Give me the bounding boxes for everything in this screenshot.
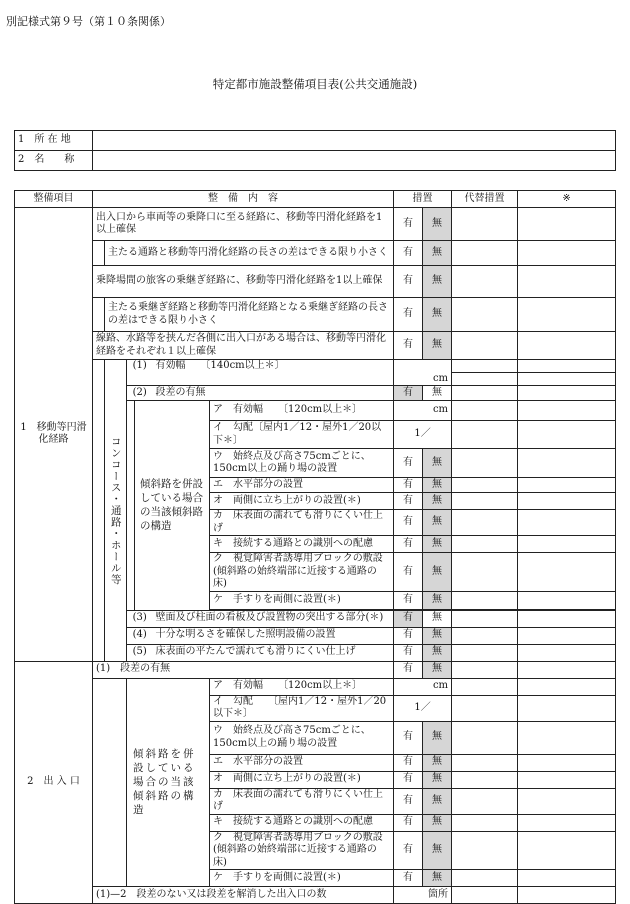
alt-cell[interactable]: [452, 771, 518, 788]
no-mark[interactable]: 無: [423, 870, 452, 887]
no-mark[interactable]: 無: [423, 721, 452, 754]
note-cell[interactable]: [518, 661, 616, 678]
yes-mark[interactable]: 有: [394, 298, 423, 332]
yes-mark[interactable]: 有: [394, 591, 423, 609]
alt-cell[interactable]: [452, 401, 518, 421]
yes-mark[interactable]: 有: [394, 553, 423, 592]
no-mark[interactable]: 無: [423, 754, 452, 771]
width-value[interactable]: [394, 360, 452, 373]
alt-cell[interactable]: [452, 627, 518, 644]
note-cell[interactable]: [518, 678, 616, 695]
yes-mark[interactable]: 有: [394, 510, 423, 536]
yes-mark[interactable]: 有: [394, 831, 423, 870]
slope-item-i: イ 勾配〔屋内1／12・屋外1／20以下＊〕: [210, 421, 394, 449]
slope-item-ka: カ 床表面の濡れても滑りにくい仕上げ: [210, 510, 394, 536]
no-mark[interactable]: 無: [423, 627, 452, 644]
no-mark[interactable]: 無: [423, 386, 452, 401]
no-mark[interactable]: 無: [423, 610, 452, 627]
entrance-slope-item-a: ア 有効幅 〔120cm以上＊〕: [210, 678, 394, 695]
alt-cell[interactable]: [452, 241, 518, 266]
entrance-slope-item-ku: ク 視覚障害者誘導用ブロックの敷設(傾斜路の始終端部に近接する通路の床): [210, 831, 394, 870]
note-cell[interactable]: [518, 721, 616, 754]
col-header-item: 整備項目: [15, 191, 93, 208]
slope-item-ku: ク 視覚障害者誘導用ブロックの敷設(傾斜路の始終端部に近接する通路の床): [210, 553, 394, 592]
no-mark[interactable]: 無: [423, 661, 452, 678]
yes-mark[interactable]: 有: [394, 449, 423, 478]
yes-mark[interactable]: 有: [394, 208, 423, 241]
no-mark[interactable]: 無: [423, 266, 452, 298]
alt-cell[interactable]: [452, 814, 518, 831]
entrance-slope-item-e: エ 水平部分の設置: [210, 754, 394, 771]
no-mark[interactable]: 無: [423, 493, 452, 510]
note-cell[interactable]: [518, 386, 616, 401]
alt-cell[interactable]: [452, 721, 518, 754]
entrance-slope-item-u: ウ 始終点及び高さ75cmごとに、150cm以上の踊り場の設置: [210, 721, 394, 754]
note-cell[interactable]: [518, 870, 616, 887]
yes-mark[interactable]: 有: [394, 332, 423, 360]
no-mark[interactable]: 無: [423, 814, 452, 831]
note-cell[interactable]: [518, 401, 616, 421]
section-2-label: 2 出 入 口: [15, 661, 93, 904]
no-mark[interactable]: 無: [423, 831, 452, 870]
alt-cell[interactable]: [452, 553, 518, 592]
alt-cell[interactable]: [452, 644, 518, 661]
entrance-slope-item-ki: キ 接続する通路との識別への配慮: [210, 814, 394, 831]
alt-cell[interactable]: [452, 591, 518, 609]
no-mark[interactable]: 無: [423, 644, 452, 661]
location-label: 1 所 在 地: [15, 131, 93, 151]
note-cell[interactable]: [518, 510, 616, 536]
alt-cell[interactable]: [452, 386, 518, 401]
step-label: 段差の有無: [153, 386, 394, 401]
route-row-2: 主たる通路と移動等円滑化経路の長さの差はできる限り小さく: [105, 241, 394, 266]
note-cell[interactable]: [518, 887, 616, 904]
item-5-number: (5): [127, 644, 153, 661]
alt-cell[interactable]: [452, 661, 518, 678]
slope-item-ke: ケ 手すりを両側に設置(＊): [210, 591, 394, 609]
no-mark[interactable]: 無: [423, 553, 452, 592]
note-cell[interactable]: [518, 478, 616, 493]
alt-cell[interactable]: [452, 298, 518, 332]
slope-item-u: ウ 始終点及び高さ75cmごとに、150cm以上の踊り場の設置: [210, 449, 394, 478]
step-number: (2): [127, 386, 153, 401]
alt-cell[interactable]: [452, 510, 518, 536]
location-field[interactable]: [93, 131, 616, 151]
width-number: (1): [127, 360, 153, 373]
concourse-label: コンコース・通路・ホール等: [105, 360, 127, 662]
alt-cell[interactable]: [452, 536, 518, 553]
route-row-1: 出入口から車両等の乗降口に至る経路に、移動等円滑化経路を1以上確保: [93, 208, 394, 241]
slope-structure-label: 傾斜路を併設している場合の当該傾斜路の構造: [135, 401, 210, 611]
note-cell[interactable]: [518, 449, 616, 478]
yes-mark[interactable]: 有: [394, 536, 423, 553]
note-cell[interactable]: [518, 208, 616, 241]
slope-i-ratio[interactable]: 1／: [394, 421, 452, 449]
note-cell[interactable]: [518, 695, 616, 721]
entrance-slope-structure-label: 傾斜路を併設している場合の当該傾斜路の構造: [127, 678, 210, 887]
note-cell[interactable]: [518, 298, 616, 332]
name-label: 2 名 称: [15, 151, 93, 171]
slope-item-e: エ 水平部分の設置: [210, 478, 394, 493]
no-mark[interactable]: 無: [423, 449, 452, 478]
note-cell[interactable]: [518, 788, 616, 814]
note-cell[interactable]: [518, 266, 616, 298]
note-cell[interactable]: [518, 627, 616, 644]
alt-cell[interactable]: [452, 831, 518, 870]
note-cell[interactable]: [518, 332, 616, 360]
yes-mark[interactable]: 有: [394, 478, 423, 493]
note-cell[interactable]: [518, 493, 616, 510]
alt-cell[interactable]: [452, 610, 518, 627]
alt-cell[interactable]: [452, 870, 518, 887]
alt-cell[interactable]: [452, 266, 518, 298]
note-cell[interactable]: [518, 644, 616, 661]
alt-cell[interactable]: [452, 887, 518, 904]
no-mark[interactable]: 無: [423, 510, 452, 536]
entrance-slope-item-i: イ 勾配 〔屋内1／12・屋外1／20以下＊〕: [210, 695, 394, 721]
name-field[interactable]: [93, 151, 616, 171]
note-cell[interactable]: [518, 536, 616, 553]
yes-mark[interactable]: 有: [394, 386, 423, 401]
alt-cell[interactable]: [452, 493, 518, 510]
item-3-label: 壁面及び柱面の看板及び設置物の突出する部分(＊): [153, 610, 394, 627]
note-cell[interactable]: [518, 754, 616, 771]
note-cell[interactable]: [518, 771, 616, 788]
entrance-slope-item-o: オ 両側に立ち上がりの設置(＊): [210, 771, 394, 788]
note-cell[interactable]: [518, 591, 616, 609]
no-mark[interactable]: 無: [423, 591, 452, 609]
slope-item-a: ア 有効幅 〔120cm以上＊〕: [210, 401, 394, 421]
slope-a-unit[interactable]: cm: [394, 401, 452, 421]
entrance-slope-a-unit[interactable]: cm: [394, 678, 452, 695]
form-header: 別記様式第９号（第１０条関係）: [6, 15, 171, 28]
col-header-alt: 代替措置: [452, 191, 518, 208]
page-title: 特定都市施設整備項目表(公共交通施設): [212, 77, 418, 91]
slope-item-o: オ 両側に立ち上がりの設置(＊): [210, 493, 394, 510]
route-row-5: 線路、水路等を挟んだ各側に出入口がある場合は、移動等円滑化経路をそれぞれ１以上確保: [93, 332, 394, 360]
entrance-count-label: (1)—2 段差のない又は段差を解消した出入口の数: [93, 887, 394, 904]
entrance-slope-i-ratio[interactable]: 1／: [394, 695, 452, 721]
note-cell[interactable]: [518, 831, 616, 870]
alt-cell[interactable]: [452, 360, 518, 373]
yes-mark[interactable]: 有: [394, 754, 423, 771]
alt-cell[interactable]: [452, 208, 518, 241]
no-mark[interactable]: 無: [423, 788, 452, 814]
item-4-label: 十分な明るさを確保した照明設備の設置: [153, 627, 394, 644]
yes-mark[interactable]: 有: [394, 610, 423, 627]
alt-cell[interactable]: [452, 788, 518, 814]
note-cell[interactable]: [518, 610, 616, 627]
yes-mark[interactable]: 有: [394, 788, 423, 814]
slope-item-ki: キ 接続する通路との識別への配慮: [210, 536, 394, 553]
col-header-note: ※: [518, 191, 616, 208]
entrance-slope-item-ka: カ 床表面の濡れても滑りにくい仕上げ: [210, 788, 394, 814]
facility-info-table: [14, 130, 616, 171]
item-5-label: 床表面の平たんで濡れても滑りにくい仕上げ: [153, 644, 394, 661]
alt-cell[interactable]: [452, 373, 518, 386]
entrance-slope-item-ke: ケ 手すりを両側に設置(＊): [210, 870, 394, 887]
yes-mark[interactable]: 有: [394, 493, 423, 510]
yes-mark[interactable]: 有: [394, 870, 423, 887]
alt-cell[interactable]: [452, 695, 518, 721]
no-mark[interactable]: 無: [423, 298, 452, 332]
entrance-count-unit[interactable]: 箇所: [394, 887, 452, 904]
section-1-label: 1 移動等円滑化経路: [15, 208, 93, 662]
yes-mark[interactable]: 有: [394, 266, 423, 298]
yes-mark[interactable]: 有: [394, 771, 423, 788]
no-mark[interactable]: 無: [423, 208, 452, 241]
yes-mark[interactable]: 有: [394, 241, 423, 266]
maintenance-items-table: [14, 190, 616, 904]
yes-mark[interactable]: 有: [394, 644, 423, 661]
no-mark[interactable]: 無: [423, 771, 452, 788]
no-mark[interactable]: 無: [423, 478, 452, 493]
width-label: 有効幅 〔140cm以上＊〕: [153, 360, 394, 373]
width-unit: cm: [394, 373, 452, 386]
route-row-4: 主たる乗継ぎ経路と移動等円滑化経路となる乗継ぎ経路の長さの差はできる限り小さく: [105, 298, 394, 332]
note-cell[interactable]: [518, 421, 616, 449]
item-4-number: (4): [127, 627, 153, 644]
alt-cell[interactable]: [452, 678, 518, 695]
item-3-number: (3): [127, 610, 153, 627]
alt-cell[interactable]: [452, 478, 518, 493]
col-header-content: 整 備 内 容: [93, 191, 394, 208]
note-cell[interactable]: [518, 373, 616, 386]
note-cell[interactable]: [518, 814, 616, 831]
alt-cell[interactable]: [452, 754, 518, 771]
note-cell[interactable]: [518, 241, 616, 266]
yes-mark[interactable]: 有: [394, 661, 423, 678]
no-mark[interactable]: 無: [423, 536, 452, 553]
alt-cell[interactable]: [452, 421, 518, 449]
yes-mark[interactable]: 有: [394, 721, 423, 754]
note-cell[interactable]: [518, 553, 616, 592]
alt-cell[interactable]: [452, 332, 518, 360]
col-header-measure: 措置: [394, 191, 452, 208]
alt-cell[interactable]: [452, 449, 518, 478]
yes-mark[interactable]: 有: [394, 814, 423, 831]
note-cell[interactable]: [518, 360, 616, 373]
yes-mark[interactable]: 有: [394, 627, 423, 644]
route-row-3: 乗降場間の旅客の乗継ぎ経路に、移動等円滑化経路を1以上確保: [93, 266, 394, 298]
no-mark[interactable]: 無: [423, 241, 452, 266]
entrance-step-label: (1) 段差の有無: [93, 661, 394, 678]
no-mark[interactable]: 無: [423, 332, 452, 360]
